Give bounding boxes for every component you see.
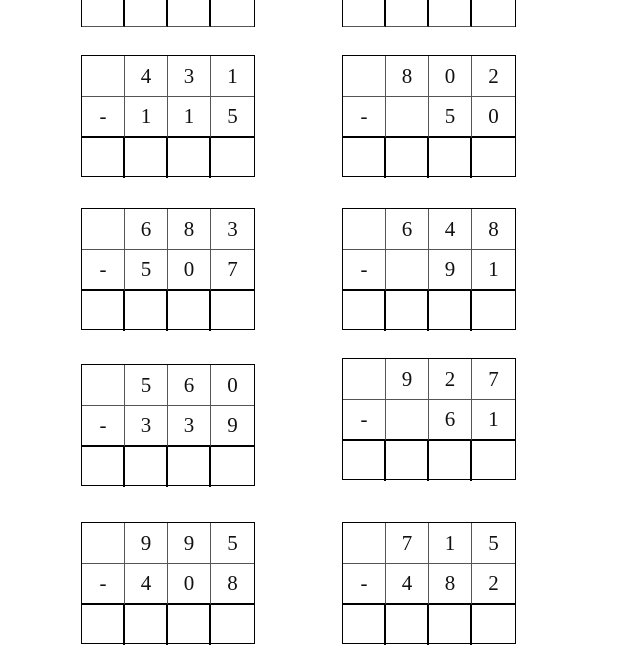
minuend-digit: 3 [168,56,211,97]
answer-cell[interactable] [386,605,429,645]
minuend-digit: 8 [472,209,515,250]
answer-cell[interactable] [211,605,254,645]
minuend-digit: 1 [211,56,254,97]
minuend-digit: 4 [125,56,168,97]
subtrahend-digit: 9 [211,406,254,447]
operator-sign: - [343,250,386,291]
subtrahend-digit: 7 [211,250,254,291]
subtraction-problem [81,522,255,644]
subtrahend-digit: 4 [125,564,168,605]
answer-cell[interactable] [125,0,168,27]
answer-cell[interactable] [168,605,211,645]
minuend-digit: 9 [125,523,168,564]
answer-cell[interactable] [343,0,386,27]
subtrahend-digit: 0 [168,564,211,605]
minuend-digit: 4 [429,209,472,250]
answer-cell[interactable] [429,138,472,178]
minuend-digit: 6 [386,209,429,250]
subtrahend-digit: 9 [429,250,472,291]
minuend-digit: 0 [429,56,472,97]
subtraction-problem [342,358,516,480]
subtraction-problem [342,208,516,330]
answer-cell[interactable] [211,291,254,331]
empty-cell [82,523,125,564]
subtrahend-digit: 0 [168,250,211,291]
minuend-digit: 3 [211,209,254,250]
answer-cell[interactable] [125,605,168,645]
minuend-digit: 5 [472,523,515,564]
operator-sign: - [82,97,125,138]
answer-cell[interactable] [82,291,125,331]
minuend-digit: 5 [125,365,168,406]
answer-cell[interactable] [343,441,386,481]
minuend-digit: 8 [386,56,429,97]
answer-cell[interactable] [125,291,168,331]
answer-cell[interactable] [386,441,429,481]
minuend-digit: 7 [472,359,515,400]
empty-cell [82,56,125,97]
answer-cell[interactable] [125,447,168,487]
subtrahend-digit [386,250,429,291]
answer-cell[interactable] [211,138,254,178]
subtrahend-digit [386,97,429,138]
operator-sign: - [82,406,125,447]
empty-cell [82,209,125,250]
answer-cell[interactable] [168,138,211,178]
minuend-digit: 0 [211,365,254,406]
subtrahend-digit: 8 [211,564,254,605]
answer-cell[interactable] [125,138,168,178]
answer-cell[interactable] [211,0,254,27]
answer-cell[interactable] [429,291,472,331]
partial-problem-right [342,0,516,27]
operator-sign: - [343,97,386,138]
subtrahend-digit: 2 [472,564,515,605]
subtrahend-digit: 6 [429,400,472,441]
answer-cell[interactable] [82,0,125,27]
answer-cell[interactable] [472,138,515,178]
minuend-digit: 2 [429,359,472,400]
subtrahend-digit: 4 [386,564,429,605]
operator-sign: - [343,564,386,605]
answer-cell[interactable] [343,138,386,178]
minuend-digit: 8 [168,209,211,250]
minuend-digit: 5 [211,523,254,564]
answer-cell[interactable] [429,605,472,645]
subtrahend-digit: 3 [168,406,211,447]
subtrahend-digit: 1 [472,250,515,291]
operator-sign: - [82,250,125,291]
subtrahend-digit: 3 [125,406,168,447]
answer-cell[interactable] [82,138,125,178]
answer-cell[interactable] [168,0,211,27]
subtraction-problem [81,55,255,177]
subtrahend-digit: 5 [429,97,472,138]
empty-cell [343,523,386,564]
subtrahend-digit: 8 [429,564,472,605]
minuend-digit: 1 [429,523,472,564]
minuend-digit: 6 [125,209,168,250]
minuend-digit: 2 [472,56,515,97]
subtraction-problem [81,208,255,330]
answer-cell[interactable] [211,447,254,487]
subtrahend-digit [386,400,429,441]
answer-cell[interactable] [472,291,515,331]
subtraction-problem [81,364,255,486]
answer-cell[interactable] [82,447,125,487]
minuend-digit: 9 [168,523,211,564]
answer-cell[interactable] [343,291,386,331]
answer-cell[interactable] [386,0,429,27]
subtrahend-digit: 1 [472,400,515,441]
empty-cell [343,209,386,250]
answer-cell[interactable] [472,0,515,27]
subtrahend-digit: 5 [211,97,254,138]
answer-cell[interactable] [472,605,515,645]
answer-cell[interactable] [82,605,125,645]
empty-cell [82,365,125,406]
operator-sign: - [343,400,386,441]
answer-cell[interactable] [386,291,429,331]
minuend-digit: 7 [386,523,429,564]
subtraction-problem [342,522,516,644]
partial-problem-left [81,0,255,27]
answer-cell[interactable] [429,0,472,27]
answer-cell[interactable] [343,605,386,645]
empty-cell [343,56,386,97]
answer-cell[interactable] [168,291,211,331]
answer-cell[interactable] [472,441,515,481]
empty-cell [343,359,386,400]
answer-cell[interactable] [386,138,429,178]
minuend-digit: 6 [168,365,211,406]
answer-cell[interactable] [168,447,211,487]
operator-sign: - [82,564,125,605]
subtrahend-digit: 1 [125,97,168,138]
answer-cell[interactable] [429,441,472,481]
subtrahend-digit: 5 [125,250,168,291]
minuend-digit: 9 [386,359,429,400]
subtrahend-digit: 0 [472,97,515,138]
subtraction-problem [342,55,516,177]
subtrahend-digit: 1 [168,97,211,138]
